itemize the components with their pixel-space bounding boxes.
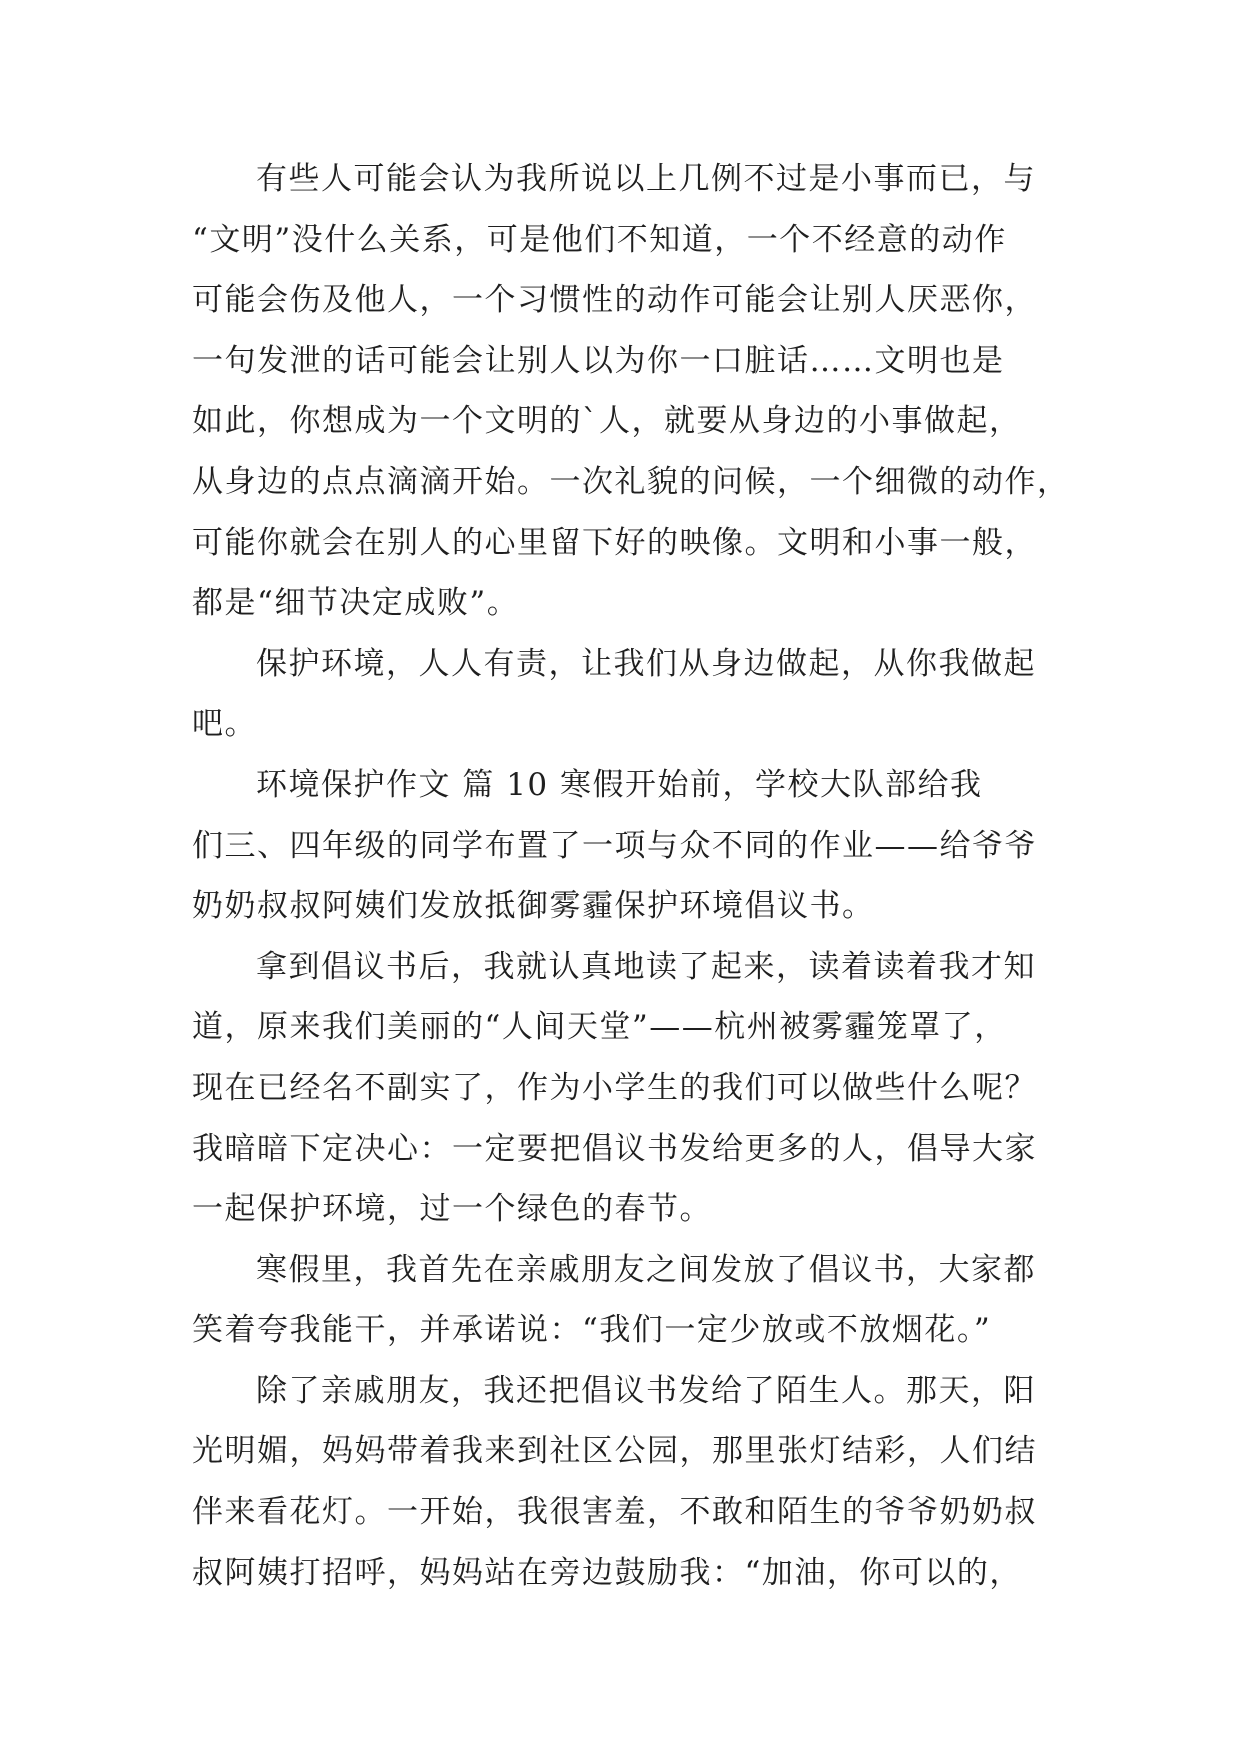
paragraph-line: 一句发泄的话可能会让别人以为你一口脏话……文明也是 <box>192 342 1005 379</box>
paragraph-line: 从身边的点点滴滴开始。一次礼貌的问候，一个细微的动作， <box>192 463 1070 500</box>
paragraph-line: 我暗暗下定决心：一定要把倡议书发给更多的人，倡导大家 <box>192 1130 1037 1167</box>
paragraph-line: 一起保护环境，过一个绿色的春节。 <box>192 1191 712 1228</box>
paragraph-line: 道，原来我们美丽的“人间天堂”——杭州被雾霾笼罩了， <box>192 1009 1007 1046</box>
paragraph-line: 笑着夸我能干，并承诺说：“我们一定少放或不放烟花。” <box>192 1312 992 1349</box>
section-heading-line: 环境保护作文 篇 10 寒假开始前，学校大队部给我 <box>256 766 983 803</box>
paragraph-line: 有些人可能会认为我所说以上几例不过是小事而已，与 <box>256 161 1036 197</box>
paragraph-line: 如此，你想成为一个文明的`人，就要从身边的小事做起， <box>192 403 1022 440</box>
document-body <box>192 161 1072 1615</box>
paragraph-line: 保护环境，人人有责，让我们从身边做起，从你我做起 <box>256 645 1036 682</box>
paragraph-line: 拿到倡议书后，我就认真地读了起来，读着读着我才知 <box>256 948 1036 985</box>
paragraph-line: 奶奶叔叔阿姨们发放抵御雾霾保护环境倡议书。 <box>192 888 875 925</box>
paragraph-line: “文明”没什么关系，可是他们不知道，一个不经意的动作 <box>192 221 1007 258</box>
paragraph-line: 叔阿姨打招呼，妈妈站在旁边鼓励我：“加油，你可以的， <box>192 1554 1022 1591</box>
paragraph-line: 寒假里，我首先在亲戚朋友之间发放了倡议书，大家都 <box>256 1251 1036 1288</box>
paragraph-line: 都是“细节决定成败”。 <box>192 585 520 622</box>
paragraph-line: 除了亲戚朋友，我还把倡议书发给了陌生人。那天，阳 <box>256 1372 1036 1409</box>
paragraph-line: 光明媚，妈妈带着我来到社区公园，那里张灯结彩，人们结 <box>192 1433 1037 1470</box>
paragraph-line: 可能会伤及他人，一个习惯性的动作可能会让别人厌恶你， <box>192 282 1037 319</box>
paragraph-line: 吧。 <box>192 706 257 743</box>
paragraph-line: 们三、四年级的同学布置了一项与众不同的作业——给爷爷 <box>192 827 1037 864</box>
paragraph-line: 可能你就会在别人的心里留下好的映像。文明和小事一般， <box>192 524 1037 561</box>
paragraph-line: 伴来看花灯。一开始，我很害羞，不敢和陌生的爷爷奶奶叔 <box>192 1494 1037 1531</box>
paragraph-line: 现在已经名不副实了，作为小学生的我们可以做些什么呢？ <box>192 1069 1037 1106</box>
